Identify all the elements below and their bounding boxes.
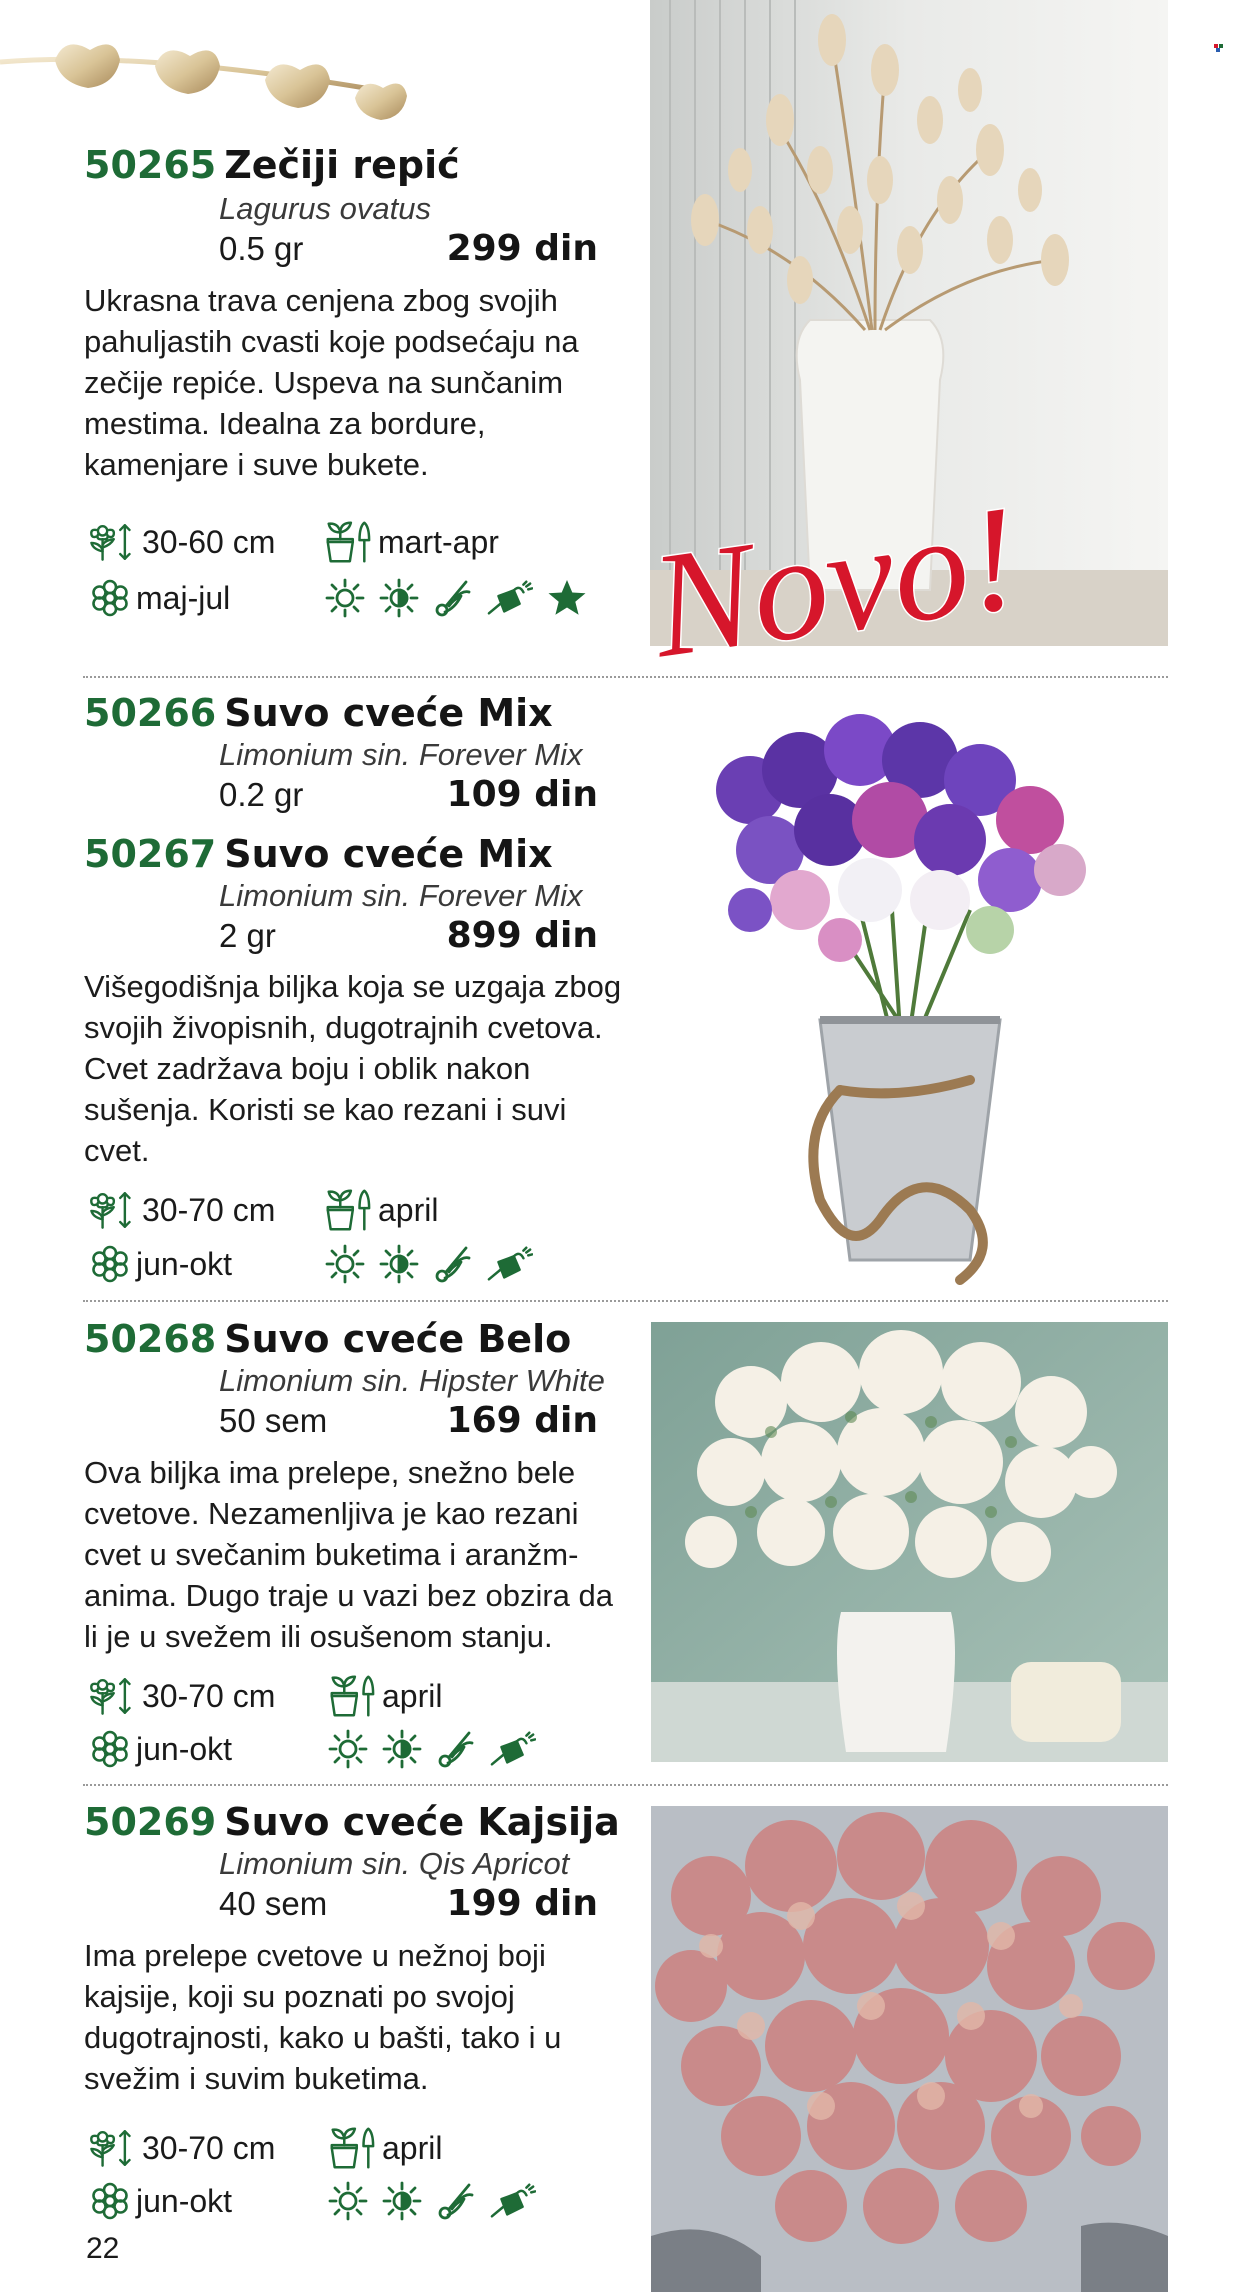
product-code: 50268 — [84, 1317, 217, 1361]
product-photo-white — [651, 1322, 1168, 1762]
flowering-spec — [90, 578, 230, 618]
sun-icon — [328, 2181, 368, 2221]
height-icon — [84, 1188, 136, 1232]
watering-can-icon — [490, 1729, 536, 1769]
half-sun-icon — [382, 2181, 422, 2221]
flowering-value: jun-okt — [136, 2183, 233, 2219]
package-size: 2 gr — [219, 917, 276, 954]
package-size: 40 sem — [219, 1885, 328, 1922]
height-icon — [84, 2126, 136, 2170]
product-name: Zečiji repić — [224, 143, 460, 187]
sowing-value: april — [382, 1678, 443, 1714]
sowing-value: mart-apr — [378, 524, 499, 560]
sowing-spec — [326, 2126, 442, 2170]
price: 299 din — [446, 228, 598, 269]
flowering-value: maj-jul — [136, 580, 231, 616]
flower-icon — [90, 1244, 130, 1284]
height-spec — [84, 1674, 275, 1718]
price: 169 din — [446, 1400, 598, 1441]
height-value: 30-70 cm — [142, 1192, 276, 1228]
flowering-spec — [90, 1244, 232, 1284]
novo-badge — [640, 470, 1029, 690]
height-spec — [84, 2126, 275, 2170]
pot-icon — [322, 520, 372, 564]
package-size: 50 sem — [219, 1402, 328, 1439]
height-spec — [84, 1188, 275, 1232]
flower-icon — [90, 578, 130, 618]
star-icon — [547, 578, 587, 618]
height-value: 30-70 cm — [142, 2130, 276, 2166]
product-code: 50266 — [84, 691, 217, 735]
product-name: Suvo cveće Mix — [224, 691, 553, 735]
product-description: Ima prelepe cvetove u nežnoj boji kajsije, koji su poznati po svojoj dugotrajnosti, kako u bašti, tako i u svežim i suvim buketima. — [84, 1938, 562, 2096]
package-size: 0.5 gr — [219, 230, 304, 267]
pot-icon — [326, 2126, 376, 2170]
decorative-leaves — [0, 20, 420, 140]
flowering-spec — [90, 2181, 232, 2221]
sowing-value: april — [382, 2130, 443, 2166]
product-description: Ukrasna trava cenjena zbog svojih pahuljastih cvasti koje podsećaju na zečije repiće. Uspeva na sunčanim mestima. Idealna za bordure, kamenjare i suve bukete. — [84, 283, 579, 482]
pot-icon — [322, 1188, 372, 1232]
product-photo-mix — [690, 710, 1130, 1280]
height-value: 30-70 cm — [142, 1678, 276, 1714]
scissors-icon — [436, 2181, 476, 2221]
watering-can-icon — [487, 1244, 533, 1284]
latin-name: Limonium sin. Qis Apricot — [219, 1846, 570, 1881]
scissors-icon — [436, 1729, 476, 1769]
novo-text: Novo! — [642, 473, 1029, 690]
care-icons — [328, 1729, 536, 1769]
care-icons — [328, 2181, 536, 2221]
half-sun-icon — [379, 1244, 419, 1284]
height-value: 30-60 cm — [142, 524, 276, 560]
product-name: Suvo cveće Kajsija — [224, 1800, 620, 1844]
product-code: 50269 — [84, 1800, 217, 1844]
product-name: Suvo cveće Belo — [224, 1317, 572, 1361]
height-icon — [84, 1674, 136, 1718]
separator — [83, 676, 1168, 678]
care-icons — [325, 1244, 533, 1284]
separator — [83, 1300, 1168, 1302]
product-description: Višegodišnja biljka koja se uzgaja zbog svojih živopisnih, dugotrajnih cvetova. Cvet zadržava boju i oblik nakon sušenja. Koristi se kao rezani i suvi cvet. — [84, 969, 622, 1168]
height-spec — [84, 520, 275, 564]
flowering-value: jun-okt — [136, 1731, 233, 1767]
watering-can-icon — [490, 2181, 536, 2221]
price: 199 din — [446, 1883, 598, 1924]
product-title — [84, 143, 460, 196]
height-icon — [84, 520, 136, 564]
half-sun-icon — [382, 1729, 422, 1769]
watering-can-icon — [487, 578, 533, 618]
product-photo-apricot — [651, 1806, 1168, 2292]
sowing-spec — [322, 1188, 438, 1232]
price: 109 din — [446, 774, 598, 815]
sowing-spec — [322, 520, 499, 564]
flower-icon — [90, 2181, 130, 2221]
sun-icon — [328, 1729, 368, 1769]
flowering-spec — [90, 1729, 232, 1769]
page-number: 22 — [86, 2232, 120, 2265]
price: 899 din — [446, 915, 598, 956]
scissors-icon — [433, 578, 473, 618]
half-sun-icon — [379, 578, 419, 618]
product-name: Suvo cveće Mix — [224, 832, 553, 876]
flower-icon — [90, 1729, 130, 1769]
corner-mark-icon — [1214, 44, 1224, 52]
package-size: 0.2 gr — [219, 776, 304, 813]
latin-name: Limonium sin. Forever Mix — [219, 737, 583, 772]
latin-name: Lagurus ovatus — [219, 191, 431, 226]
separator — [83, 1784, 1168, 1786]
care-icons — [325, 578, 587, 618]
flowering-value: jun-okt — [136, 1246, 233, 1282]
product-code: 50267 — [84, 832, 217, 876]
sun-icon — [325, 578, 365, 618]
pot-icon — [326, 1674, 376, 1718]
scissors-icon — [433, 1244, 473, 1284]
sowing-value: april — [378, 1192, 439, 1228]
latin-name: Limonium sin. Forever Mix — [219, 878, 583, 913]
product-description: Ova biljka ima prelepe, snežno bele cvetove. Nezamenljiva je kao rezani cvet u svečanim buketima i aranžm- anima. Dugo traje u vazi bez obzira da li je u svežem ili osušenom stanju. — [84, 1455, 614, 1654]
latin-name: Limonium sin. Hipster White — [219, 1363, 605, 1398]
sun-icon — [325, 1244, 365, 1284]
sowing-spec — [326, 1674, 442, 1718]
product-code: 50265 — [84, 143, 217, 187]
